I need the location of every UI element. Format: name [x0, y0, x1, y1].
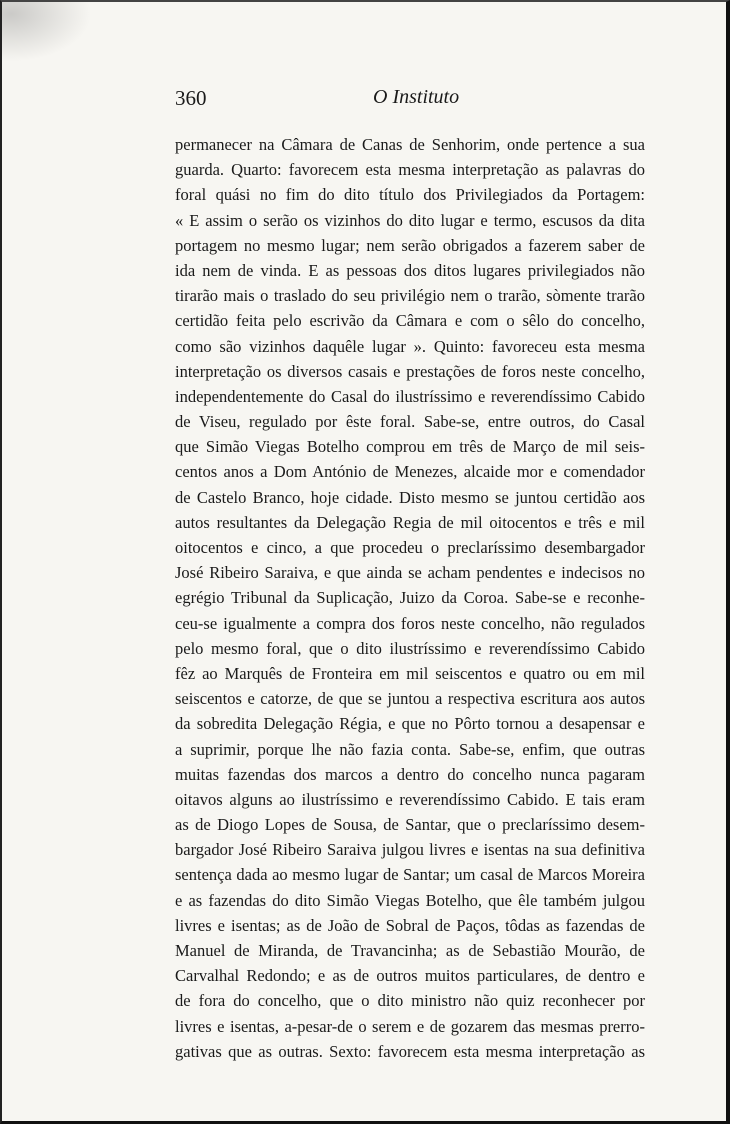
text-line: as de Diogo Lopes de Sousa, de Santar, que o preclaríssimo desem- [175, 815, 645, 835]
text-line: bargador José Ribeiro Saraiva julgou livres e isentas na sua definitiva [175, 840, 645, 860]
text-line: egrégio Tribunal da Suplicação, Juizo da Coroa. Sabe-se e reconhe- [175, 588, 645, 608]
text-line: interpretação os diversos casais e prestações de foros neste concelho, [175, 361, 645, 381]
text-line: muitas fazendas dos marcos a dentro do concelho nunca pagaram [175, 764, 645, 784]
text-line: de Viseu, regulado por êste foral. Sabe-se, entre outros, do Casal [175, 412, 645, 432]
text-line: autos resultantes da Delegação Regia de mil oitocentos e três e mil [175, 512, 645, 532]
text-line: de Castelo Branco, hoje cidade. Disto mesmo se juntou certidão aos [175, 487, 645, 507]
text-line: oitavos alguns ao ilustríssimo e reverendíssimo Cabido. E tais eram [175, 789, 645, 809]
body-text [175, 132, 645, 1064]
text-line: Manuel de Miranda, de Travancinha; as de Sebastião Mourão, de [175, 941, 645, 960]
text-line: ceu-se igualmente a compra dos foros neste concelho, não regulados [175, 613, 645, 633]
text-line: de fora do concelho, que o dito ministro não quiz reconhecer por [175, 991, 645, 1011]
text-line: « E assim o serão os vizinhos do dito lugar e termo, escusos da dita [175, 210, 645, 230]
text-line: independentemente do Casal do ilustríssimo e reverendíssimo Cabido [175, 386, 645, 406]
text-line: tirarão mais o traslado do seu privilégio nem o trarão, sòmente trarão [175, 286, 645, 306]
text-line: guarda. Quarto: favorecem esta mesma interpretação as palavras do [175, 160, 645, 180]
text-line: sentença dada ao mesmo lugar de Santar; um casal de Marcos Moreira [175, 865, 645, 885]
text-line: e as fazendas do dito Simão Viegas Botelho, que êle também julgou [175, 890, 645, 910]
text-line: José Ribeiro Saraiva, e que ainda se acham pendentes e indecisos no [175, 563, 645, 583]
text-line: certidão feita pelo escrivão da Câmara e com o sêlo do concelho, [175, 311, 645, 331]
scan-smudge [2, 2, 92, 62]
page-number: 360 [175, 86, 207, 110]
text-line: centos anos a Dom António de Menezes, alcaide mor e comendador [175, 462, 645, 482]
text-line: livres e isentas; as de João de Sobral de Paços, tôdas as fazendas de [175, 915, 645, 935]
running-title: O Instituto [373, 86, 460, 108]
text-line: seiscentos e catorze, de que se juntou a respectiva escritura aos autos [175, 689, 645, 709]
text-line: oitocentos e cinco, a que procedeu o preclaríssimo desembargador [175, 538, 645, 557]
page-header [175, 86, 645, 116]
text-line: da sobredita Delegação Régia, e que no Pôrto tornou a desapensar e [175, 714, 645, 734]
text-line: portagem no mesmo lugar; nem serão obrigados a fazerem saber de [175, 235, 645, 255]
text-line: Carvalhal Redondo; e as de outros muitos particulares, de dentro e [175, 966, 645, 986]
text-line: permanecer na Câmara de Canas de Senhorim, onde pertence a sua [175, 135, 645, 154]
text-line: gativas que as outras. Sexto: favorecem esta mesma interpretação as [175, 1041, 645, 1061]
text-line: livres e isentas, a-pesar-de o serem e de gozarem das mesmas prerro- [175, 1016, 645, 1036]
text-line: que Simão Viegas Botelho comprou em três de Março de mil seis- [175, 437, 645, 457]
text-line: a suprimir, porque lhe não fazia conta. Sabe-se, enfim, que outras [175, 739, 645, 759]
text-line: foral quási no fim do dito título dos Privilegiados da Portagem: [175, 185, 645, 205]
text-line: como são vizinhos daquêle lugar ». Quinto: favoreceu esta mesma [175, 336, 645, 356]
text-line: ida nem de vinda. E as pessoas dos ditos lugares privilegiados não [175, 260, 645, 280]
text-line: pelo mesmo foral, que o dito ilustríssimo e reverendíssimo Cabido [175, 638, 645, 658]
text-line: fêz ao Marquês de Fronteira em mil seiscentos e quatro ou em mil [175, 663, 645, 683]
